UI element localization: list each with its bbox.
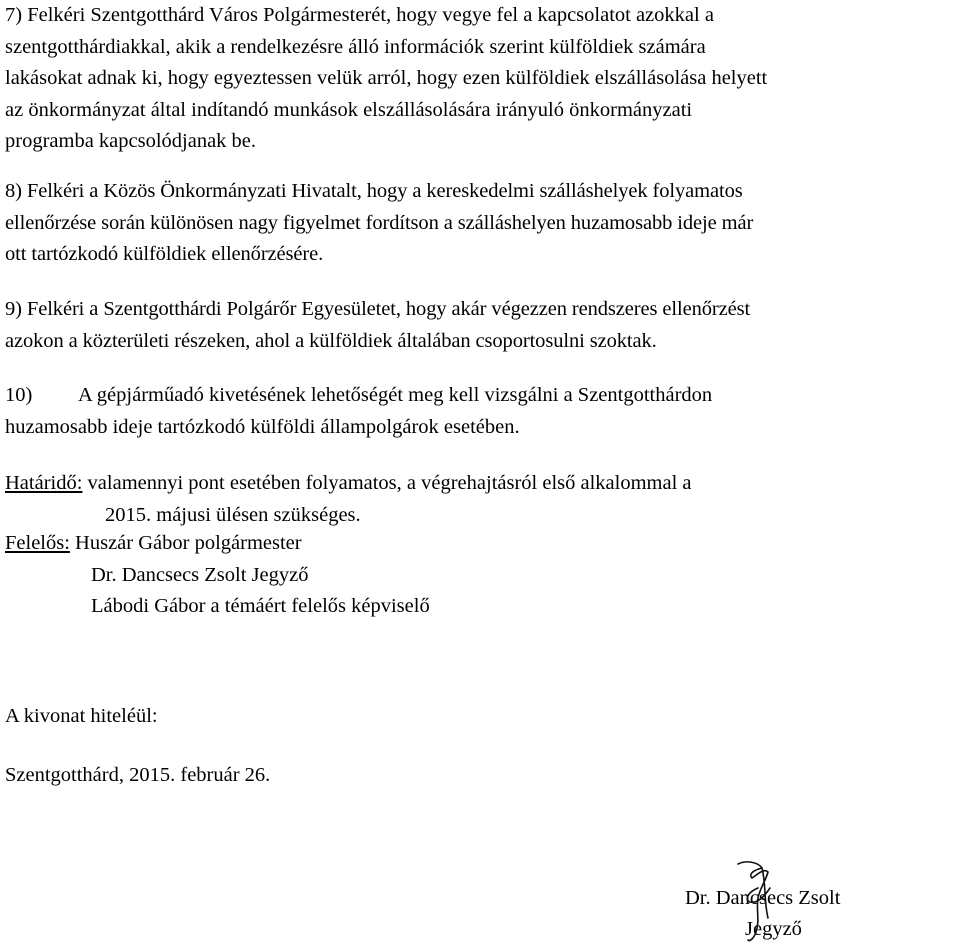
responsible-line-2: Dr. Dancsecs Zsolt Jegyző [91,563,309,586]
item-9-line: 9) Felkéri a Szentgotthárdi Polgárőr Egyesületet, hogy akár végezzen rendszeres ellenőrzést [5,298,751,320]
resolution-item-9 [5,294,750,357]
item-8-line: ellenőrzése során különösen nagy figyelmet fordítson a szálláshelyen huzamosabb ideje már [5,211,754,234]
responsible-label: Felelős: [5,532,70,554]
excerpt-label: A kivonat hiteléül: [5,705,158,727]
signatory-title: Jegyző [745,918,802,940]
item-10-line: huzamosabb ideje tartózkodó külföldi állampolgárok esetében. [5,415,520,438]
signatory-name: Dr. Dancsecs Zsolt [685,887,841,909]
item-10-text: A gépjárműadó kivetésének lehetőségét meg kell vizsgálni a Szentgotthárdon [78,384,713,406]
deadline-section [5,468,692,531]
resolution-item-10 [5,380,712,443]
place-date: Szentgotthárd, 2015. február 26. [5,764,271,786]
resolution-item-7 [5,0,767,158]
responsible-line-3: Lábodi Gábor a témáért felelős képviselő [91,595,430,617]
item-10-line [5,380,712,412]
item-8-line: 8) Felkéri a Közös Önkormányzati Hivatalt, hogy a kereskedelmi szálláshelyek folyamatos [5,180,743,202]
responsible-line [5,528,430,560]
deadline-line-2: 2015. májusi ülésen szükséges. [105,503,361,526]
deadline-line [5,468,692,500]
item-7-line: szentgotthárdiakkal, akik a rendelkezésre álló információk szerint külföldiek számára [5,35,706,58]
deadline-label: Határidő: [5,472,83,494]
item-9-line: azokon a közterületi részeken, ahol a külföldiek általában csoportosulni szoktak. [5,329,657,352]
item-7-line: lakásokat adnak ki, hogy egyeztessen velük arról, hogy ezen külföldiek elszállásolása helyett [5,67,768,89]
responsible-section [5,528,430,623]
item-8-line: ott tartózkodó külföldiek ellenőrzésére. [5,243,324,265]
item-7-line: az önkormányzat által indítandó munkások elszállásolására irányuló önkormányzati [5,98,693,121]
resolution-item-8 [5,176,753,271]
item-7-line: 7) Felkéri Szentgotthárd Város Polgármesterét, hogy vegye fel a kapcsolatot azokkal a [5,4,714,26]
handwritten-signature [718,858,808,944]
item-10-number: 10) [5,384,33,406]
deadline-text: valamennyi pont esetében folyamatos, a végrehajtásról első alkalommal a [82,472,692,494]
responsible-text: Huszár Gábor polgármester [69,532,302,554]
item-7-line: programba kapcsolódjanak be. [5,130,257,152]
